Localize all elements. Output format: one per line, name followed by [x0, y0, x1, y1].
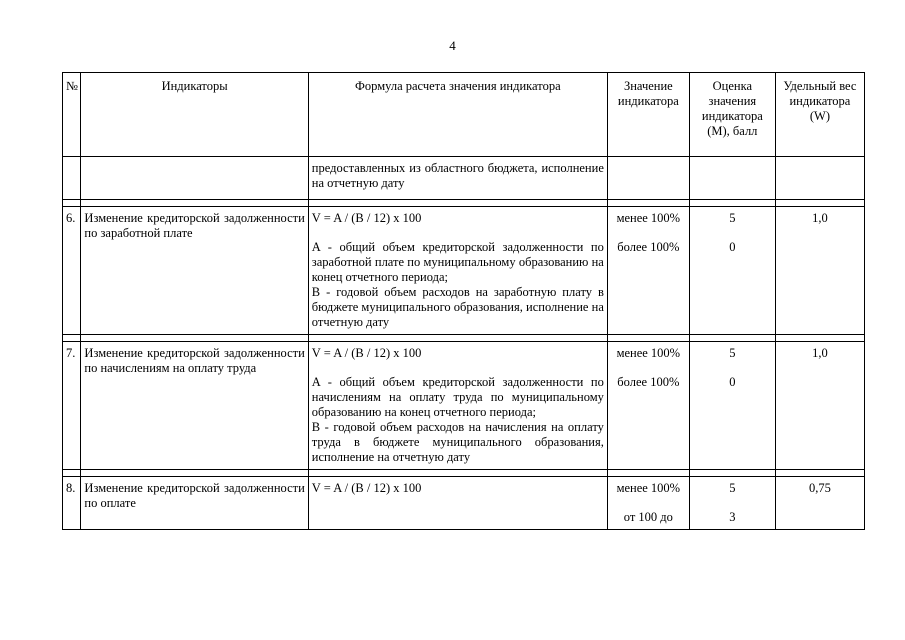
header-indicators: Индикаторы — [81, 73, 308, 157]
table-row-continuation — [63, 157, 865, 200]
row-weight: 1,0 — [775, 207, 864, 335]
row-score-cell — [689, 342, 775, 470]
row-score-cell — [689, 477, 775, 530]
row-value-cell — [607, 342, 689, 470]
continuation-formula-text: предоставленных из областного бюджета, исполнение на отчетную дату — [308, 157, 607, 200]
row-value-2: более 100% — [617, 375, 680, 389]
indicators-table — [62, 72, 865, 530]
row-score-2: 0 — [729, 240, 736, 254]
row-value-2: от 100 до — [623, 510, 673, 524]
row-formula-desc-a: A - общий объем кредиторской задолженности по начислениям на оплату труда по муниципальному образованию на конец отчетного периода; — [311, 375, 604, 419]
row-formula-cell — [308, 477, 607, 530]
row-value-1: менее 100% — [616, 346, 681, 360]
header-weight: Удельный вес индикатора (W) — [775, 73, 864, 157]
row-formula: V = A / (B / 12) x 100 — [311, 211, 422, 225]
row-formula: V = A / (B / 12) x 100 — [311, 346, 422, 360]
row-score-1: 5 — [729, 481, 736, 495]
row-indicator: Изменение кредиторской задолженности по начислениям на оплату труда — [81, 342, 308, 470]
row-score-1: 5 — [729, 346, 736, 360]
row-num: 7. — [63, 342, 81, 470]
row-indicator: Изменение кредиторской задолженности по оплате — [81, 477, 308, 530]
row-formula-cell — [308, 342, 607, 470]
table-row — [63, 342, 865, 470]
row-value-cell — [607, 477, 689, 530]
table-row — [63, 477, 865, 530]
row-num: 8. — [63, 477, 81, 530]
page-number: 4 — [449, 38, 456, 53]
row-score-2: 0 — [729, 375, 736, 389]
header-num: № — [63, 73, 81, 157]
table-header-row — [63, 73, 865, 157]
row-weight: 0,75 — [775, 477, 864, 530]
row-value-1: менее 100% — [616, 481, 681, 495]
row-indicator: Изменение кредиторской задолженности по заработной плате — [81, 207, 308, 335]
row-formula: V = A / (B / 12) x 100 — [311, 481, 422, 495]
row-value-cell — [607, 207, 689, 335]
row-num: 6. — [63, 207, 81, 335]
table-row — [63, 207, 865, 335]
row-formula-cell — [308, 207, 607, 335]
indicators-table-wrapper — [62, 72, 865, 640]
row-score-2: 3 — [729, 510, 736, 524]
header-score: Оценка значения индикатора (M), балл — [689, 73, 775, 157]
row-value-1: менее 100% — [616, 211, 681, 225]
header-value: Значение индикатора — [607, 73, 689, 157]
row-value-2: более 100% — [617, 240, 680, 254]
row-weight: 1,0 — [775, 342, 864, 470]
header-formula: Формула расчета значения индикатора — [308, 73, 607, 157]
row-score-cell — [689, 207, 775, 335]
row-score-1: 5 — [729, 211, 736, 225]
row-formula-desc-a: A - общий объем кредиторской задолженности по заработной плате по муниципальному образованию на конец отчетного периода; — [311, 240, 604, 284]
row-formula-desc-b: B - годовой объем расходов на заработную плату в бюджете муниципального образования, исполнение на отчетную дату — [311, 285, 604, 329]
row-formula-desc-b: B - годовой объем расходов на начисления на оплату труда в бюджете муниципального образования, исполнение на отчетную дату — [311, 420, 604, 464]
